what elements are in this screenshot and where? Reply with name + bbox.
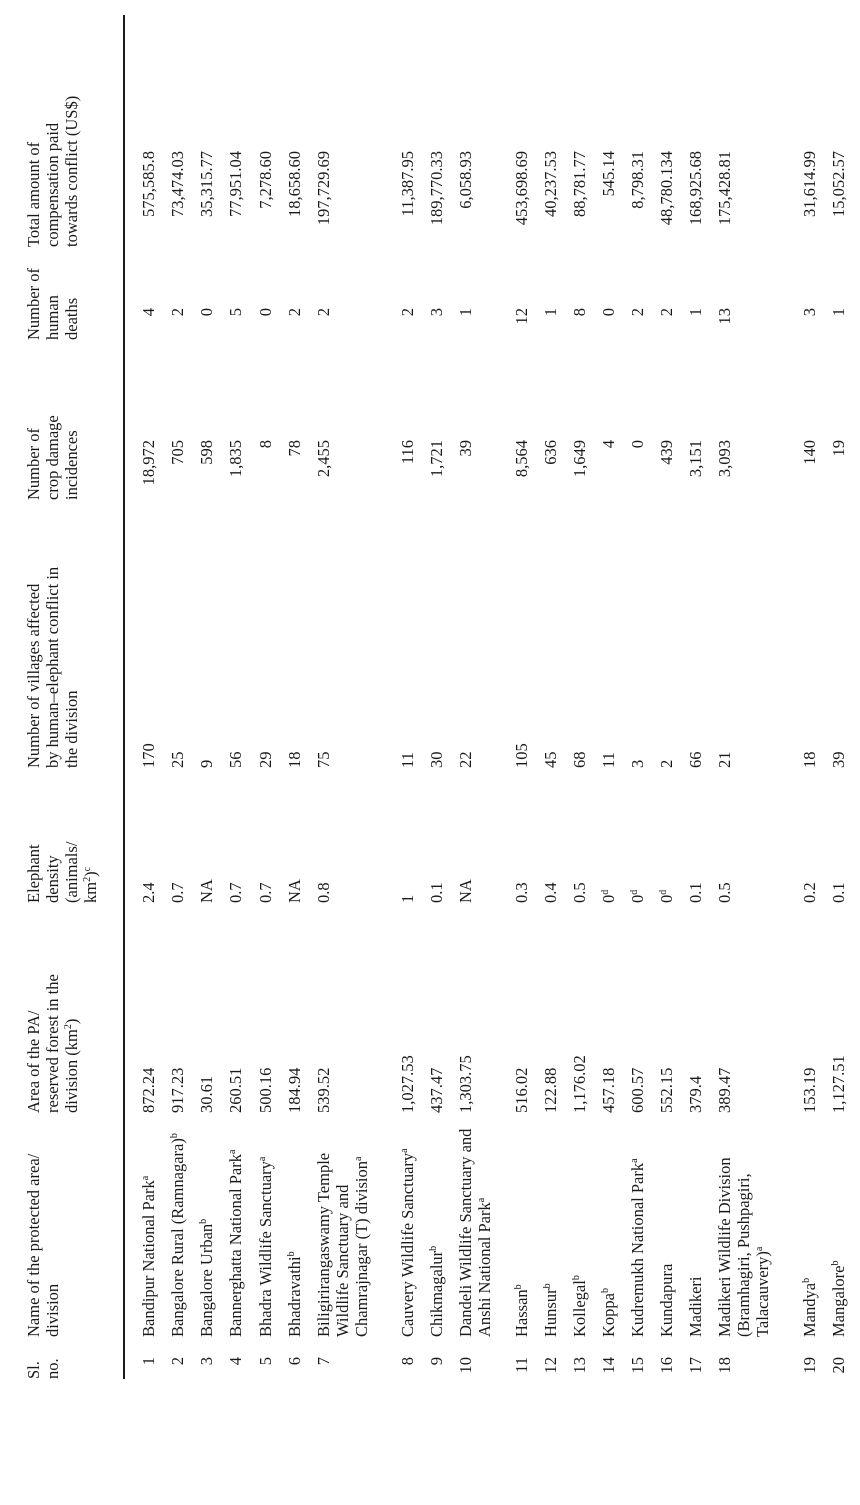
cell-area: 389.47 (715, 1067, 734, 1113)
header-density: Elephant density (animals/ $km^2)^c$ (24, 841, 100, 903)
cell-human-deaths: 4 (139, 308, 158, 317)
cell-villages: 18 (285, 751, 304, 768)
cell-compensation: 40,237.53 (541, 151, 560, 217)
cell-area: 600.57 (628, 1067, 647, 1113)
cell-density: 0.5 (570, 882, 589, 903)
cell-villages: 18 (800, 751, 819, 768)
cell-compensation: 48,780.134 (657, 151, 676, 226)
cell-villages: 68 (570, 751, 589, 768)
cell-human-deaths: 2 (285, 308, 304, 317)
cell-compensation: 18,658.60 (285, 151, 304, 217)
cell-compensation: 8,798.31 (628, 151, 647, 209)
cell-area: 260.51 (226, 1067, 245, 1113)
cell-compensation: 35,315.77 (197, 151, 216, 217)
cell-villages: 56 (226, 751, 245, 768)
cell-sl-no: 6 (285, 1357, 304, 1366)
cell-sl-no: 4 (226, 1357, 245, 1366)
cell-area: 379.4 (686, 1075, 705, 1113)
cell-sl-no: 12 (541, 1357, 560, 1374)
cell-villages: 3 (628, 759, 647, 768)
cell-area: 437.47 (427, 1067, 446, 1113)
cell-crop-damage: 78 (285, 440, 304, 457)
cell-human-deaths: 2 (168, 308, 187, 317)
cell-human-deaths: 3 (800, 308, 819, 317)
cell-human-deaths: 5 (226, 308, 245, 317)
cell-compensation: 73,474.03 (168, 151, 187, 217)
cell-crop-damage: 439 (657, 440, 676, 465)
cell-name: Bhadra Wildlife Sanctuary$^a$ (256, 1156, 275, 1337)
cell-area: 1,176.02 (570, 1055, 589, 1113)
cell-human-deaths: 0 (599, 308, 618, 317)
cell-name: Bannerghatta National Park$^a$ (226, 1149, 245, 1337)
cell-name: Bangalore Rural (Ramnagara)$^b$ (168, 1133, 187, 1337)
cell-sl-no: 9 (427, 1357, 446, 1366)
header-crop: Number of crop damage incidences (24, 415, 81, 500)
cell-crop-damage: 1,835 (226, 440, 245, 478)
cell-human-deaths: 1 (686, 308, 705, 317)
cell-name: Mandya$^b$ (800, 1277, 819, 1337)
cell-compensation: 197,729.69 (314, 151, 333, 226)
cell-sl-no: 2 (168, 1357, 187, 1366)
cell-sl-no: 8 (398, 1357, 417, 1366)
cell-crop-damage: 2,455 (314, 440, 333, 478)
cell-crop-damage: 1,721 (427, 440, 446, 478)
cell-sl-no: 3 (197, 1357, 216, 1366)
cell-crop-damage: 1,649 (570, 440, 589, 478)
cell-area: 184.94 (285, 1067, 304, 1113)
cell-area: 153.19 (800, 1067, 819, 1113)
cell-name: Madikeri Wildlife Division (Bramhagiri, Pushpagiri, Talacauvery)$^a$ (715, 1157, 772, 1337)
cell-compensation: 189,770.33 (427, 151, 446, 226)
cell-area: 872.24 (139, 1067, 158, 1113)
cell-human-deaths: 1 (541, 308, 560, 317)
cell-crop-damage: 3,093 (715, 440, 734, 478)
cell-villages: 25 (168, 751, 187, 768)
cell-density: 0.4 (541, 882, 560, 903)
cell-density: 0.7 (168, 882, 187, 903)
cell-human-deaths: 8 (570, 308, 589, 317)
cell-density: 0$^d$ (657, 889, 676, 903)
cell-human-deaths: 2 (628, 308, 647, 317)
cell-name: Hassan$^b$ (512, 1284, 531, 1337)
cell-name: Bandipur National Park$^a$ (139, 1175, 158, 1337)
cell-crop-damage: 39 (456, 440, 475, 457)
header-deaths: Number of human deaths (24, 268, 81, 340)
cell-crop-damage: 140 (800, 440, 819, 465)
cell-sl-no: 13 (570, 1357, 589, 1374)
cell-density: 0.1 (686, 882, 705, 903)
cell-crop-damage: 598 (197, 440, 216, 465)
cell-density: NA (197, 879, 216, 903)
cell-density: 0$^d$ (628, 889, 647, 903)
cell-crop-damage: 116 (398, 440, 417, 465)
cell-compensation: 88,781.77 (570, 151, 589, 217)
cell-villages: 29 (256, 751, 275, 768)
cell-human-deaths: 2 (314, 308, 333, 317)
cell-sl-no: 17 (686, 1357, 705, 1374)
cell-name: Bhadravathi$^b$ (285, 1251, 304, 1337)
cell-human-deaths: 0 (197, 308, 216, 317)
cell-density: 0.7 (226, 882, 245, 903)
header-compensation: Total amount of compensation paid towards conflict (US$) (24, 95, 81, 247)
cell-density: NA (285, 879, 304, 903)
cell-villages: 11 (599, 752, 618, 768)
cell-density: 0.7 (256, 882, 275, 903)
cell-villages: 170 (139, 743, 158, 768)
header-area: Area of the PA/ reserved forest in the division $(km^2)$ (24, 974, 81, 1113)
cell-villages: 105 (512, 743, 531, 768)
cell-sl-no: 19 (800, 1357, 819, 1374)
cell-human-deaths: 0 (256, 308, 275, 317)
cell-sl-no: 11 (512, 1357, 531, 1373)
cell-name: Cauvery Wildlife Sanctuary$^a$ (398, 1148, 417, 1337)
cell-name: Mangalore$^b$ (829, 1260, 848, 1337)
cell-area: 457.18 (599, 1067, 618, 1113)
header-sl-no: Sl. no. (24, 1358, 62, 1379)
cell-villages: 75 (314, 751, 333, 768)
cell-human-deaths: 2 (657, 308, 676, 317)
cell-area: 539.52 (314, 1067, 333, 1113)
cell-compensation: 11,387.95 (398, 151, 417, 217)
cell-human-deaths: 12 (512, 308, 531, 325)
cell-area: 1,027.53 (398, 1055, 417, 1113)
cell-villages: 45 (541, 751, 560, 768)
cell-density: 1 (398, 894, 417, 903)
cell-compensation: 575,585.8 (139, 151, 158, 217)
cell-sl-no: 7 (314, 1357, 333, 1366)
cell-crop-damage: 8,564 (512, 440, 531, 478)
cell-sl-no: 20 (829, 1357, 848, 1374)
cell-name: Madikeri (686, 1276, 705, 1337)
cell-compensation: 77,951.04 (226, 151, 245, 217)
cell-name: Kudremukh National Park$^a$ (628, 1158, 647, 1337)
cell-name: Biligirirangaswamy Temple Wildlife Sanctuary and Chamrajnagar (T) division$^a$ (314, 1152, 371, 1337)
cell-crop-damage: 19 (829, 440, 848, 457)
cell-density: 2.4 (139, 882, 158, 903)
cell-compensation: 175,428.81 (715, 151, 734, 226)
cell-crop-damage: 18,972 (139, 440, 158, 486)
cell-name: Dandeli Wildlife Sanctuary and Anshi National Park$^a$ (456, 1128, 494, 1337)
cell-human-deaths: 1 (829, 308, 848, 317)
cell-compensation: 7,278.60 (256, 151, 275, 209)
cell-compensation: 453,698.69 (512, 151, 531, 226)
cell-area: 552.15 (657, 1067, 676, 1113)
cell-density: 0.2 (800, 882, 819, 903)
cell-density: 0.1 (427, 882, 446, 903)
cell-density: 0.3 (512, 882, 531, 903)
cell-area: 1,303.75 (456, 1055, 475, 1113)
cell-compensation: 31,614.99 (800, 151, 819, 217)
cell-name: Kundapura (657, 1263, 676, 1337)
cell-crop-damage: 3,151 (686, 440, 705, 478)
cell-villages: 30 (427, 751, 446, 768)
cell-crop-damage: 4 (599, 440, 618, 449)
cell-area: 917.23 (168, 1067, 187, 1113)
cell-density: 0.5 (715, 882, 734, 903)
cell-name: Hunsur$^b$ (541, 1283, 560, 1337)
cell-villages: 21 (715, 751, 734, 768)
cell-name: Bangalore Urban$^b$ (197, 1218, 216, 1337)
cell-area: 500.16 (256, 1067, 275, 1113)
header-villages: Number of villages affected by human–elephant conflict in the division (24, 566, 81, 768)
cell-villages: 11 (398, 752, 417, 768)
cell-crop-damage: 8 (256, 440, 275, 449)
cell-compensation: 6,058.93 (456, 151, 475, 209)
cell-compensation: 545.14 (599, 151, 618, 197)
cell-density: 0.8 (314, 882, 333, 903)
cell-name: Kollegal$^b$ (570, 1275, 589, 1337)
cell-villages: 9 (197, 759, 216, 768)
cell-area: 122.88 (541, 1067, 560, 1113)
cell-density: 0$^d$ (599, 889, 618, 903)
cell-villages: 66 (686, 751, 705, 768)
cell-crop-damage: 705 (168, 440, 187, 465)
cell-villages: 39 (829, 751, 848, 768)
cell-sl-no: 1 (139, 1357, 158, 1366)
cell-name: Koppa$^b$ (599, 1288, 618, 1337)
cell-human-deaths: 13 (715, 308, 734, 325)
cell-sl-no: 15 (628, 1357, 647, 1374)
cell-density: NA (456, 879, 475, 903)
cell-crop-damage: 0 (628, 440, 647, 449)
cell-human-deaths: 3 (427, 308, 446, 317)
cell-villages: 2 (657, 759, 676, 768)
cell-human-deaths: 1 (456, 308, 475, 317)
cell-area: 516.02 (512, 1067, 531, 1113)
cell-crop-damage: 636 (541, 440, 560, 465)
cell-density: 0.1 (829, 882, 848, 903)
cell-name: Chikmagalur$^b$ (427, 1245, 446, 1337)
cell-sl-no: 16 (657, 1357, 676, 1374)
header-rule (123, 15, 125, 1379)
cell-villages: 22 (456, 751, 475, 768)
cell-sl-no: 14 (599, 1357, 618, 1374)
cell-sl-no: 10 (456, 1357, 475, 1374)
cell-area: 30.61 (197, 1075, 216, 1113)
cell-area: 1,127.51 (829, 1055, 848, 1113)
cell-sl-no: 18 (715, 1357, 734, 1374)
header-name: Name of the protected area/ division (24, 1153, 62, 1337)
cell-human-deaths: 2 (398, 308, 417, 317)
cell-compensation: 168,925.68 (686, 151, 705, 226)
cell-sl-no: 5 (256, 1357, 275, 1366)
cell-compensation: 15,052.57 (829, 151, 848, 217)
